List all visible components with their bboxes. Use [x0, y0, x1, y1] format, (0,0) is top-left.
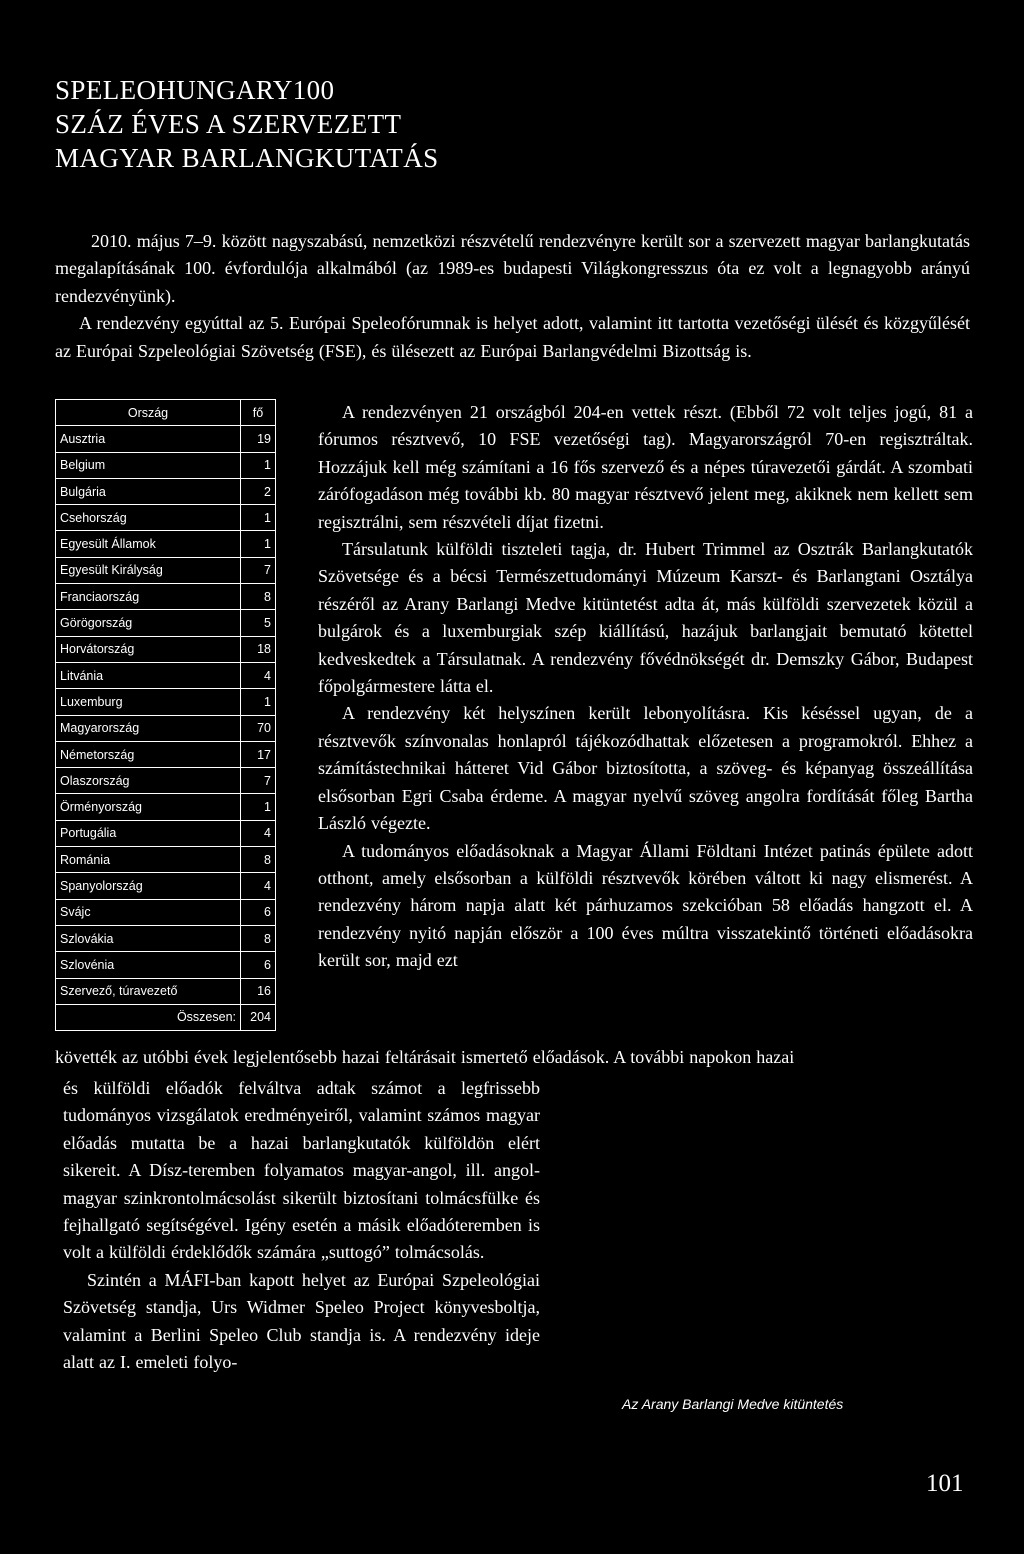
table-row [56, 557, 276, 583]
count-cell: 1 [241, 794, 276, 820]
title-line-2: SZÁZ ÉVES A SZERVEZETT [55, 109, 402, 139]
country-cell: Szlovénia [56, 952, 241, 978]
header-count: fő [241, 400, 276, 426]
country-cell: Egyesült Államok [56, 531, 241, 557]
country-cell: Belgium [56, 452, 241, 478]
count-cell: 4 [241, 873, 276, 899]
country-cell: Románia [56, 847, 241, 873]
country-cell: Egyesült Királyság [56, 557, 241, 583]
table-row [56, 715, 276, 741]
table-row [56, 584, 276, 610]
table-row [56, 847, 276, 873]
lower-left-text [63, 1075, 540, 1376]
country-cell: Ausztria [56, 426, 241, 452]
lower-paragraph-1: és külföldi előadók felváltva adtak számot a legfrissebb tudományos vizsgálatok eredményeiről, valamint számos magyar előadás mutatta be a hazai barlangkutatók külföldön elért sikereit. A Dísz-teremben folyamatos magyar-angol, ill. angol-magyar szinkrontolmácsolást sikerült biztosítani tolmácsfülke és fejhallgató segítségével. Igény esetén a másik előadóteremben is volt a külföldi érdeklődők számára „suttogó” tolmácsolás. [63, 1078, 540, 1263]
image-caption: Az Arany Barlangi Medve kitüntetés [622, 1396, 844, 1412]
count-cell: 17 [241, 741, 276, 767]
count-cell: 8 [241, 847, 276, 873]
country-cell: Olaszország [56, 768, 241, 794]
table-row [56, 636, 276, 662]
participants-table [55, 399, 276, 1031]
count-cell: 1 [241, 531, 276, 557]
country-cell: Horvátország [56, 636, 241, 662]
count-cell: 1 [241, 505, 276, 531]
country-cell: Spanyolország [56, 873, 241, 899]
table-row [56, 426, 276, 452]
count-cell: 2 [241, 478, 276, 504]
country-cell: Magyarország [56, 715, 241, 741]
table-row [56, 610, 276, 636]
country-cell: Portugália [56, 820, 241, 846]
total-value: 204 [241, 1004, 276, 1030]
title-line-1: SPELEOHUNGARY100 [55, 75, 335, 105]
right-paragraph-2: Társulatunk külföldi tiszteleti tagja, dr. Hubert Trimmel az Osztrák Barlangkutatók Szövetsége és a bécsi Természettudományi Múzeum Karszt- és Barlangtani Osztálya részéről az Arany Barlangi Medve kitüntetést adta át, más külföldi szervezetek közül a bulgárok és a luxemburgiak szép kiállítású, hazájuk barlangjait bemutató kötettel kedveskedtek a Társulatnak. A rendezvény fővédnökségét dr. Demszky Gábor, Budapest főpolgármestere látta el. [318, 539, 973, 697]
table-row [56, 478, 276, 504]
count-cell: 1 [241, 452, 276, 478]
table-row [56, 662, 276, 688]
title-line-3: MAGYAR BARLANGKUTATÁS [55, 143, 439, 173]
intro-text [55, 228, 970, 365]
continuation-text: követték az utóbbi évek legjelentősebb hazai feltárásait ismertető előadások. A további napokon hazai [55, 1047, 795, 1067]
table-row [56, 505, 276, 531]
table-row [56, 820, 276, 846]
table-header-row [56, 400, 276, 426]
table-row [56, 873, 276, 899]
table-row [56, 794, 276, 820]
right-paragraph-3: A rendezvény két helyszínen került lebonyolításra. Kis késéssel ugyan, de a résztvevők színvonalas honlapról tájékozódhattak előzetesen a programokról. Ehhez a számítástechnikai hátteret Vid Gábor biztosította, a szöveg- és képanyag összeállítása elsősorban Egri Csaba érdeme. A magyar nyelvű szöveg angolra fordítását főleg Bartha László végezte. [318, 703, 973, 834]
right-paragraph-1: A rendezvényen 21 országból 204-en vettek részt. (Ebből 72 volt teljes jogú, 81 a fórumos résztvevő, 10 FSE vezetőségi tag). Magyarországról 70-en regisztráltak. Hozzájuk kell még számítani a 16 fős szervező és a népes túravezetői gárdát. A szombati zárófogadáson még további kb. 80 magyar résztvevő jelent meg, akiknek nem kellett sem regisztrálni, sem részvételi díjat fizetni. [318, 402, 973, 532]
count-cell: 1 [241, 689, 276, 715]
count-cell: 4 [241, 662, 276, 688]
table-row [56, 952, 276, 978]
lower-paragraph-2: Szintén a MÁFI-ban kapott helyet az Európai Szpeleológiai Szövetség standja, Urs Widmer Speleo Project könyvesboltja, valamint a Berlini Speleo Club standja is. A rendezvény ideje alatt az I. emeleti folyo- [63, 1269, 540, 1373]
count-cell: 5 [241, 610, 276, 636]
total-label: Összesen: [56, 1004, 241, 1030]
count-cell: 6 [241, 899, 276, 925]
table-row [56, 452, 276, 478]
country-cell: Szlovákia [56, 925, 241, 951]
table-row [56, 899, 276, 925]
count-cell: 4 [241, 820, 276, 846]
count-cell: 16 [241, 978, 276, 1004]
table-row [56, 741, 276, 767]
count-cell: 8 [241, 584, 276, 610]
count-cell: 8 [241, 925, 276, 951]
country-cell: Franciaország [56, 584, 241, 610]
count-cell: 70 [241, 715, 276, 741]
count-cell: 7 [241, 557, 276, 583]
right-paragraph-4: A tudományos előadásoknak a Magyar Állami Földtani Intézet patinás épülete adott otthont, amely elsősorban a külföldi résztvevők körében váltott ki nagy elismerést. A rendezvény három napja alatt két párhuzamos szekcióban 58 előadás hangzott el. A rendezvény nyitó napján először a 100 éves múltra visszatekintő történeti előadásokra került sor, majd ezt [318, 840, 973, 971]
country-cell: Szervező, túravezető [56, 978, 241, 1004]
country-cell: Bulgária [56, 478, 241, 504]
count-cell: 19 [241, 426, 276, 452]
country-cell: Svájc [56, 899, 241, 925]
intro-paragraph-2: A rendezvény egyúttal az 5. Európai Speleofórumnak is helyet adott, valamint itt tartotta vezetőségi ülését és közgyűlését az Európai Szpeleológiai Szövetség (FSE), és ülésezett az Európai Barlangvédelmi Bizottság is. [55, 313, 970, 361]
country-cell: Luxemburg [56, 689, 241, 715]
count-cell: 18 [241, 636, 276, 662]
intro-paragraph-1: 2010. május 7–9. között nagyszabású, nemzetközi részvételű rendezvényre került sor a szervezett magyar barlangkutatás megalapításának 100. évfordulója alkalmából (az 1989-es budapesti Világkongresszus óta ez volt a legnagyobb arányú rendezvényünk). [55, 231, 970, 306]
country-cell: Görögország [56, 610, 241, 636]
header-country: Ország [56, 400, 241, 426]
country-cell: Németország [56, 741, 241, 767]
table-row [56, 689, 276, 715]
article-title [55, 73, 439, 175]
table-row [56, 978, 276, 1004]
continuation-line [55, 1044, 973, 1071]
table-total-row [56, 1004, 276, 1030]
country-cell: Csehország [56, 505, 241, 531]
country-cell: Örményország [56, 794, 241, 820]
table-row [56, 768, 276, 794]
table-row [56, 531, 276, 557]
country-cell: Litvánia [56, 662, 241, 688]
count-cell: 7 [241, 768, 276, 794]
table-row [56, 925, 276, 951]
right-column-text [318, 399, 973, 975]
count-cell: 6 [241, 952, 276, 978]
page-number: 101 [926, 1470, 964, 1497]
